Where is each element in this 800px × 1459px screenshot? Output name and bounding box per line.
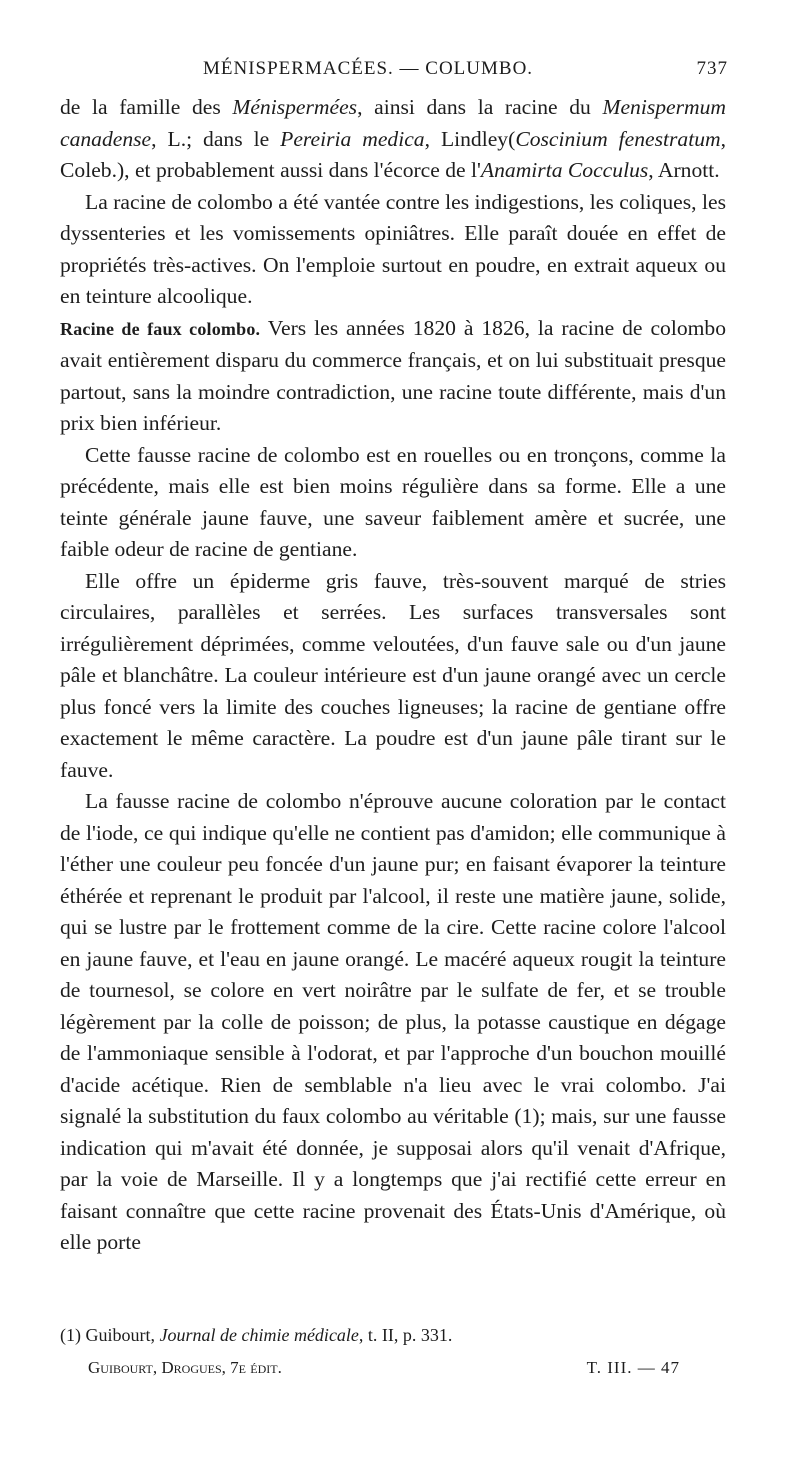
paragraph-6: La fausse racine de colombo n'éprouve aucune coloration par le contact de l'iode, ce qui indique qu'elle ne contient pas d'amidon; elle communique à l'éther une couleur peu foncée d'un jaune pur; en faisant évaporer la teinture éthérée et reprenant le produit par l'alcool, il reste une matière jaune, solide, qui se lustre par le frottement comme de la cire. Cette racine colore l'alcool en jaune fauve, et l'eau en jaune orangé. Le macéré aqueux rougit la teinture de tournesol, se colore en vert noirâtre par le sulfate de fer, et se trouble légèrement par la colle de poisson; de plus, la potasse caustique en dégage de l'ammoniaque sensible à l'odorat, et par l'approche d'un bouchon mouillé d'acide acétique. Rien de semblable n'a lieu avec le vrai colombo. J'ai signalé la substitution du faux colombo au véritable (1); mais, sur une fausse indication qui m'avait été donnée, je supposai alors qu'il venait d'Afrique, par la voie de Marseille. Il y a longtemps que j'ai rectifié cette erreur en faisant connaître que cette racine provenait des États-Unis d'Amérique, où elle porte [60,789,726,1254]
text-run: , Lindley( [424,126,516,151]
text-run: , L.; dans le [151,126,281,151]
footnote [60,1322,726,1348]
text-run: (1) Guibourt, [60,1325,160,1345]
paragraph-1 [60,92,726,187]
page-header [58,58,728,86]
text-run: , t. II, p. 331. [358,1325,453,1345]
section-rubric: Racine de faux colombo. [60,318,261,339]
taxon-name: Coscinium fenestratum [515,126,721,151]
page-number: 737 [696,58,728,79]
text-run: , Arnott. [648,158,720,182]
volume-mark: T. III. — 47 [586,1358,680,1377]
running-head: MÉNISPERMACÉES. — COLUMBO. [203,58,534,79]
taxon-name: Menispermum canadense [60,95,726,151]
text-run: , ainsi dans la racine du [357,95,603,119]
body-text [60,92,726,1259]
taxon-name: Anamirta Cocculus [480,158,649,182]
journal-title: Journal de chimie médicale [159,1325,359,1345]
paragraph-2: La racine de colombo a été vantée contre les indigestions, les coliques, les dyssenteries et les vomissements opiniâtres. Elle paraît douée en effet de propriétés très-actives. On l'emploie surtout en poudre, en extrait aqueux ou en teinture alcoolique. [60,189,726,308]
paragraph-4: Cette fausse racine de colombo est en rouelles ou en tronçons, comme la précédente, mais elle est bien moins régulière dans sa forme. Elle a une teinte générale jaune fauve, une saveur faiblement amère et sucrée, une faible odeur de racine de gentiane. [60,442,726,561]
text-run: , Coleb.), et probablement aussi dans l'écorce de l' [60,126,727,182]
text-run: de la famille des [60,95,233,119]
taxon-name: Pereiria medica [280,126,425,151]
paragraph-3 [60,313,726,440]
paragraph-5: Elle offre un épiderme gris fauve, très-souvent marqué de stries circulaires, parallèles et serrées. Les surfaces transversales sont irrégulièrement déprimées, comme veloutées, d'un fauve sale ou d'un jaune pâle et blanchâtre. La couleur intérieure est d'un jaune orangé avec un cercle plus foncé vers la limite des couches ligneuses; la racine de gentiane offre exactement le même caractère. La poudre est d'un jaune pâle tirant sur le fauve. [60,568,726,782]
text-run: Vers les années 1820 à 1826, la racine de colombo avait entièrement disparu du commerce français, et on lui substituait presque partout, sans la moindre contradiction, une racine toute différente, mais d'un prix bien inférieur. [60,315,727,435]
printer-signature: Guibourt, Drogues, 7e édit. [88,1358,282,1377]
taxon-name: Ménispermées [232,95,358,119]
